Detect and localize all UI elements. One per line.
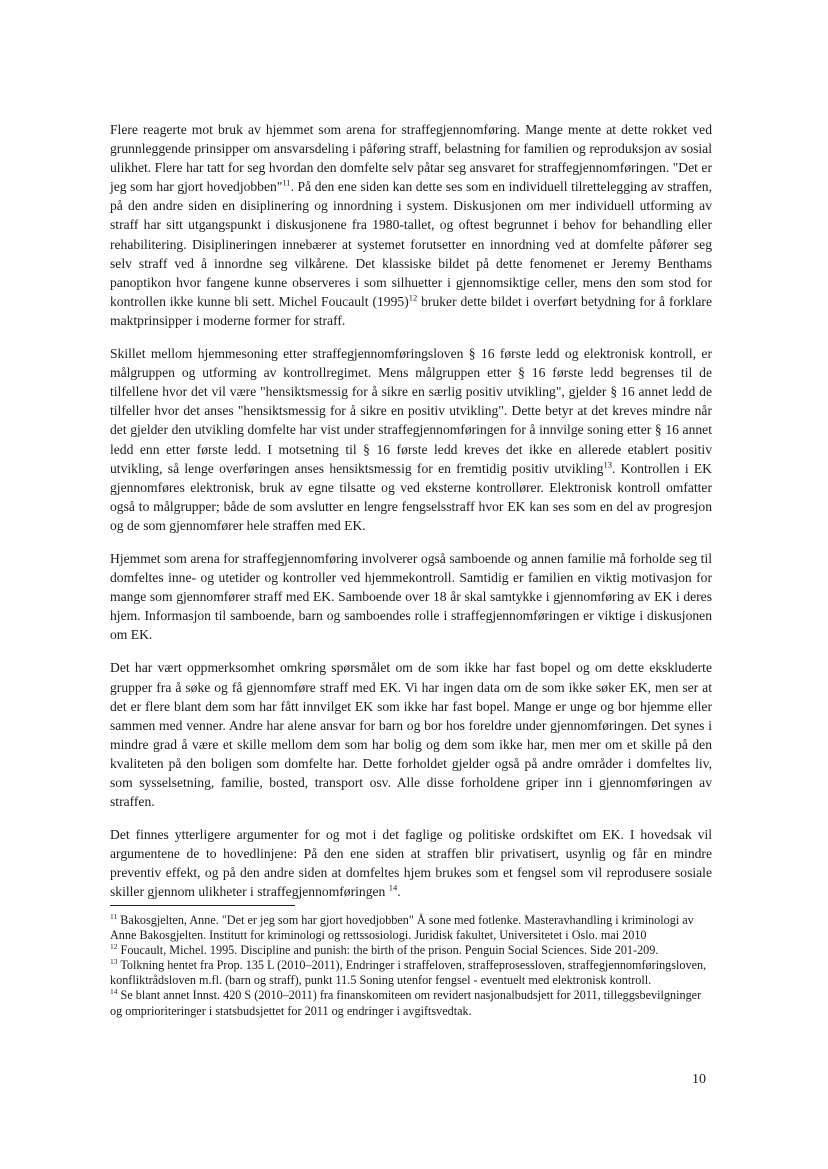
paragraph-2 [110,344,712,535]
text-run: Hjemmet som arena for straffegjennomføring involverer også samboende og annen familie må forholde seg til domfeltes inne- og utetider og kontroller ved hjemmekontroll. Samtidig er familien en viktig motivasjon for mange som gjennomfører straff med EK. Samboende over 18 år skal samtykke i gjennomføring av EK i deres hjem. Informasjon til samboende, barn og samboendes rolle i straffegjennomføringen er viktige i diskusjonen om EK. [110,550,712,643]
footnote-reference: 12 [408,292,418,303]
footnote-12 [110,943,712,958]
text-run: Skillet mellom hjemmesoning etter straffegjennomføringsloven § 16 første ledd og elektronisk kontroll, er målgruppen og utforming av kontrollregimet. Mens målgruppen etter § 16 første ledd begrenses til de tilfellene hvor det vil være "hensiktsmessig for å sikre en særlig positiv utvikling", gjelder § 16 annet ledd de tilfeller hvor det anses "hensiktsmessig for å sikre en positiv utvikling". Dette betyr at det kreves mindre når det gjelder den utvikling domfelte har vist under straffegjennomføringen for å innvilge soning etter § 16 annet ledd enn etter første ledd. I motsetning til § 16 første ledd kreves det ikke en allerede etablert positiv utvikling, så lenge overføringen anses hensiktsmessig for en fremtidig positiv utvikling [110,346,712,476]
footnote-reference: 11 [282,177,291,188]
body-text [110,120,712,916]
footnote-13 [110,958,712,988]
text-run: . [397,884,401,900]
paragraph-5 [110,825,712,901]
paragraph-1 [110,120,712,330]
text-run: . Kontrollen i EK gjennomføres elektronisk, bruk av egne tilsatte og ved eksterne kontrollører. Elektronisk kontroll omfatter også to målgrupper; både de som avslutter en lengre fengselsstraff hvor EK kan ses som en del av progresjon og de som gjennomfører hele straffen med EK. [110,460,713,533]
footnote-number: 12 [110,942,118,952]
page-number: 10 [692,1072,706,1087]
footnote-number: 13 [110,957,118,967]
footnote-text: Bakosgjelten, Anne. "Det er jeg som har gjort hovedjobben" Å sone med fotlenke. Masteravhandling i kriminologi av Anne Bakosgjelten. Institutt for kriminologi og rettssosiologi. Juridisk fakultet, Universitetet i Oslo. mai 2010 [110,913,694,943]
text-run: Det har vært oppmerksomhet omkring spørsmålet om de som ikke har fast bopel og om dette ekskluderte grupper fra å søke og få gjennomføre straff med EK. Vi har ingen data om de som ikke søker EK, men ser at det er flere blant dem som har fått innvilget EK som ikke har fast bopel. Mange er unge og bor hjemme eller sammen med venner. Andre har alene ansvar for barn og bor hos foreldre under gjennomføringen. Det synes i mindre grad å være et skille mellom dem som har bolig og dem som ikke har, men mer om et skille på den kvaliteten på den boligen som domfelte har. Dette forholdet gjelder også på andre områder i domfeltes liv, som sysselsetning, familie, bosted, transport osv. Alle disse forholdene griper inn i gjennomføringen av straffen. [110,660,712,810]
footnote-separator [110,905,295,906]
paragraph-3 [110,549,712,644]
footnotes [110,913,712,1019]
footnote-text: Se blant annet Innst. 420 S (2010–2011) fra finanskomiteen om revidert nasjonalbudsjett for 2011, tilleggsbevilgninger og omprioriteringer i statsbudsjettet for 2011 og endringer i avgiftsvedtak. [110,988,702,1018]
footnote-text: Foucault, Michel. 1995. Discipline and punish: the birth of the prison. Penguin Social Sciences. Side 201-209. [117,943,659,958]
footnote-11 [110,913,712,943]
paragraph-4 [110,658,712,811]
footnote-text: Tolkning hentet fra Prop. 135 L (2010–2011), Endringer i straffeloven, straffeprosessloven, straffegjennomføringsloven, konfliktrådsloven m.fl. (barn og straff), punkt 11.5 Soning utenfor fengsel - eventuelt med elektronisk kontroll. [110,958,707,988]
text-run: Det finnes ytterligere argumenter for og mot i det faglige og politiske ordskiftet om EK. I hovedsak vil argumentene de to hovedlinjene: På den ene siden at straffen blir privatisert, usynlig og får en mindre preventiv effekt, og på den andre siden at domfeltes hjem brukes som et fengsel som vil reprodusere sosiale skiller gjennom ulikheter i straffegjennomføringen [110,827,712,900]
text-run: Flere reagerte mot bruk av hjemmet som arena for straffegjennomføring. Mange mente at dette rokket ved grunnleggende prinsipper om ansvarsdeling i påføring straff, belastning for familien og reproduksjon av sosial ulikhet. Flere har tatt for seg hvordan den domfelte selv påtar seg ansvaret for straffegjennomføringen. "Det er jeg som har gjort hovedjobben" [110,122,712,195]
footnote-14 [110,988,712,1018]
text-run: bruker dette bildet i overført betydning for å forklare maktprinsipper i moderne former for straff. [110,293,712,328]
footnote-number: 14 [110,987,118,997]
text-run: . På den ene siden kan dette ses som en individuell tilrettelegging av straffen, på den andre siden en disiplinering og innordning i system. Diskusjonen om mer individuell utforming av straff har sitt utgangspunkt i diskusjonene fra 1980-tallet, og oftest begrunnet i behov for behandling eller rehabilitering. Disiplineringen innebærer at systemet forutsetter en innordning ved at domfelte påfører seg selv straff ved å innordne seg vilkårene. Det klassiske bildet på dette fenomenet er Jeremy Benthams panoptikon hvor fangene kunne observeres i som silhuetter i gjennomsiktige celler, mens den som stod for kontrollen ikke kunne bli sett. Michel Foucault (1995) [110,179,713,309]
footnote-reference: 13 [603,459,612,470]
footnote-number: 11 [110,911,118,921]
footnote-reference: 14 [388,882,398,893]
